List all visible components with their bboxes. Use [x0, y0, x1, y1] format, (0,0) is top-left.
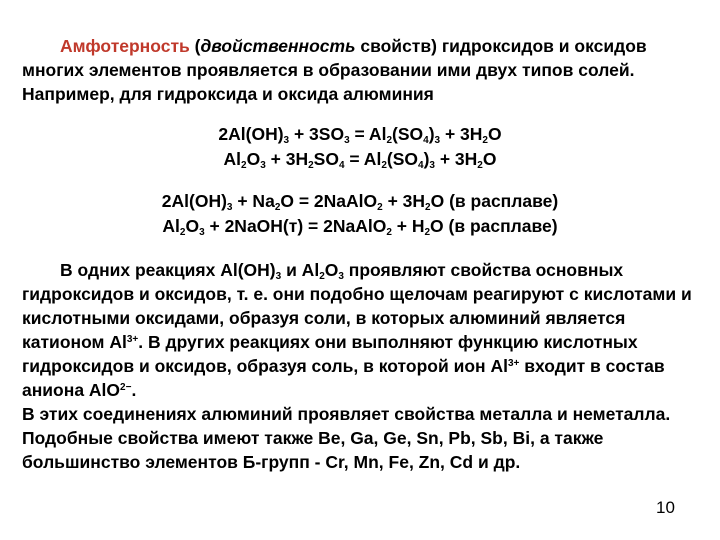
intro-paragraph: [22, 34, 702, 106]
page-number: 10: [656, 498, 675, 517]
equation-4: $Al_2O_3$ + 2NaOH(т) = 2NaAlO$_2$ + $H_2O$ (в расплаве): [162, 216, 558, 238]
explanation-paragraph-2: В этих соединениях алюминий проявляет свойства металла и неметалла. Подобные свойства имеют также Be, Ga, Ge, Sn, Pb, Sb, Bi, а также большинство элементов Б-групп - Cr, Mn, Fe, Zn, Cd и др.: [22, 404, 671, 472]
intro-rest: свойств) гидроксидов и оксидов многих элементов проявляется в образовании ими двух типов солей. Например, для гидроксида и оксида алюминия: [22, 36, 647, 104]
equation-2: $Al_2O_3 + 3H_2SO_4 = Al_2(SO_4)_3 + 3H_2O$: [223, 149, 497, 171]
term-amphoteric: Амфотерность: [60, 36, 190, 56]
term-explanation: двойственность: [200, 36, 356, 56]
equation-3: $2Al(OH)_3 + Na_2O$ = 2NaAlO$_2$ + $3H_2O$ (в расплаве): [161, 191, 559, 213]
explanation-text: В одних реакциях $Al(OH)_3$ и $Al_2O_3$ проявляют свойства основных гидроксидов и оксидов, т. е. они подобно щелочам реагируют с кислотами и кислотными оксидами, образуя соли, в которых алюминий является катионом $Al^{3+}$. В других реакциях они выполняют функцию кислотных гидроксидов и оксидов, образуя соль, в которой ион $Al^{3+}$ входит в состав аниона AlO$^{2-}$. В этих соединениях алюминий проявляет свойства металла и неметалла. Подобные свойства имеют также Be, Ga, Ge, Sn, Pb, Sb, Bi, а также большинство элементов Б-групп - Cr, Mn, Fe, Zn, Cd и др.: [22, 260, 692, 472]
equation-1: $2Al(OH)_3 + 3SO_3 = Al_2(SO_4)_3 + 3H_2O$: [218, 124, 502, 146]
intro-paren: (: [189, 36, 201, 56]
